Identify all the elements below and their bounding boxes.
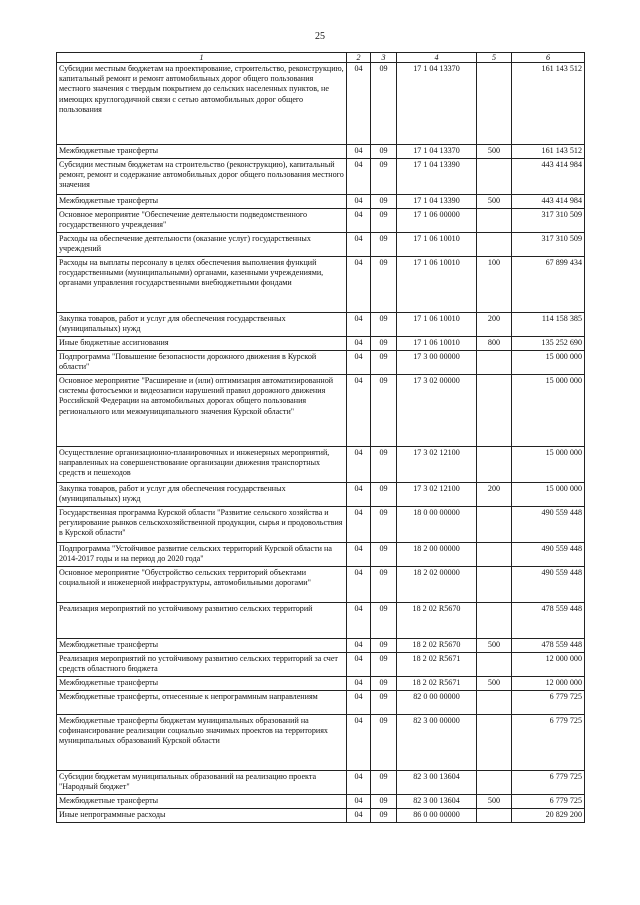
amount: 478 559 448 [512, 639, 585, 653]
amount: 12 000 000 [512, 677, 585, 691]
amount: 114 158 385 [512, 313, 585, 337]
section-code: 04 [347, 159, 371, 195]
section-code: 04 [347, 337, 371, 351]
amount: 20 829 200 [512, 809, 585, 823]
column-number: 6 [512, 53, 585, 63]
expense-name: Реализация мероприятий по устойчивому развитию сельских территорий за счет средств областного бюджета [57, 653, 347, 677]
section-code: 04 [347, 447, 371, 483]
expense-type-code [477, 351, 512, 375]
subsection-code: 09 [371, 209, 397, 233]
expense-name: Межбюджетные трансферты [57, 145, 347, 159]
subsection-code: 09 [371, 639, 397, 653]
expense-name: Субсидии бюджетам муниципальных образований на реализацию проекта "Народный бюджет" [57, 771, 347, 795]
expense-type-code [477, 233, 512, 257]
subsection-code: 09 [371, 337, 397, 351]
table-row [57, 159, 585, 195]
section-code: 04 [347, 257, 371, 313]
target-article-code: 17 3 02 00000 [397, 375, 477, 447]
amount: 6 779 725 [512, 771, 585, 795]
target-article-code: 17 1 04 13390 [397, 159, 477, 195]
page-number: 25 [315, 31, 325, 42]
amount: 6 779 725 [512, 715, 585, 771]
amount: 443 414 984 [512, 195, 585, 209]
target-article-code: 18 0 00 00000 [397, 507, 477, 543]
table-row [57, 313, 585, 337]
section-code: 04 [347, 483, 371, 507]
amount: 15 000 000 [512, 447, 585, 483]
target-article-code: 17 1 04 13370 [397, 145, 477, 159]
budget-table [56, 52, 585, 823]
subsection-code: 09 [371, 653, 397, 677]
expense-type-code [477, 603, 512, 639]
target-article-code: 17 1 04 13370 [397, 63, 477, 145]
subsection-code: 09 [371, 715, 397, 771]
expense-name: Основное мероприятие "Обеспечение деятельности подведомственного государственного учреждения" [57, 209, 347, 233]
table-row [57, 507, 585, 543]
subsection-code: 09 [371, 809, 397, 823]
amount: 12 000 000 [512, 653, 585, 677]
target-article-code: 17 3 00 00000 [397, 351, 477, 375]
subsection-code: 09 [371, 691, 397, 715]
subsection-code: 09 [371, 351, 397, 375]
section-code: 04 [347, 375, 371, 447]
subsection-code: 09 [371, 543, 397, 567]
amount: 15 000 000 [512, 483, 585, 507]
expense-name: Межбюджетные трансферты [57, 639, 347, 653]
expense-type-code [477, 543, 512, 567]
expense-type-code: 500 [477, 795, 512, 809]
target-article-code: 17 1 06 00000 [397, 209, 477, 233]
target-article-code: 18 2 02 R5670 [397, 639, 477, 653]
expense-type-code: 500 [477, 195, 512, 209]
section-code: 04 [347, 771, 371, 795]
table-row [57, 351, 585, 375]
amount: 490 559 448 [512, 543, 585, 567]
section-code: 04 [347, 795, 371, 809]
amount: 317 310 509 [512, 209, 585, 233]
expense-type-code: 100 [477, 257, 512, 313]
table-row [57, 195, 585, 209]
subsection-code: 09 [371, 313, 397, 337]
table-row [57, 677, 585, 691]
section-code: 04 [347, 145, 371, 159]
section-code: 04 [347, 313, 371, 337]
section-code: 04 [347, 507, 371, 543]
amount: 490 559 448 [512, 507, 585, 543]
target-article-code: 17 1 06 10010 [397, 313, 477, 337]
target-article-code: 18 2 02 00000 [397, 567, 477, 603]
amount: 161 143 512 [512, 63, 585, 145]
expense-name: Подпрограмма "Повышение безопасности дорожного движения в Курской области" [57, 351, 347, 375]
subsection-code: 09 [371, 603, 397, 639]
table-row [57, 715, 585, 771]
subsection-code: 09 [371, 195, 397, 209]
section-code: 04 [347, 209, 371, 233]
subsection-code: 09 [371, 507, 397, 543]
column-number: 2 [347, 53, 371, 63]
expense-type-code: 500 [477, 677, 512, 691]
table-row [57, 795, 585, 809]
section-code: 04 [347, 351, 371, 375]
section-code: 04 [347, 809, 371, 823]
column-number: 4 [397, 53, 477, 63]
subsection-code: 09 [371, 63, 397, 145]
expense-type-code [477, 567, 512, 603]
amount: 6 779 725 [512, 691, 585, 715]
table-row [57, 567, 585, 603]
expense-name: Основное мероприятие "Расширение и (или) оптимизация автоматизированной системы фотосъемки и видеозаписи нарушений правил дорожного движения Российской Федерации на автомобильных дорогах общего пользования регионального или межмуниципального значения Курской области" [57, 375, 347, 447]
expense-type-code [477, 209, 512, 233]
subsection-code: 09 [371, 375, 397, 447]
expense-name: Осуществление организационно-планировочных и инженерных мероприятий, направленных на совершенствование организации движения транспортных средств и пешеходов [57, 447, 347, 483]
target-article-code: 17 3 02 12100 [397, 483, 477, 507]
subsection-code: 09 [371, 447, 397, 483]
expense-name: Иные непрограммные расходы [57, 809, 347, 823]
expense-type-code [477, 653, 512, 677]
target-article-code: 17 1 04 13390 [397, 195, 477, 209]
expense-name: Расходы на выплаты персоналу в целях обеспечения выполнения функций государственными (муниципальными) органами, казенными учреждениями, органами управления государственными внебюджетными фондами [57, 257, 347, 313]
expense-name: Межбюджетные трансферты [57, 195, 347, 209]
table-row [57, 639, 585, 653]
section-code: 04 [347, 543, 371, 567]
table-row [57, 691, 585, 715]
target-article-code: 18 2 02 R5670 [397, 603, 477, 639]
target-article-code: 18 2 02 R5671 [397, 677, 477, 691]
expense-name: Иные бюджетные ассигнования [57, 337, 347, 351]
section-code: 04 [347, 677, 371, 691]
target-article-code: 17 1 06 10010 [397, 233, 477, 257]
amount: 490 559 448 [512, 567, 585, 603]
expense-type-code: 200 [477, 483, 512, 507]
expense-type-code [477, 447, 512, 483]
amount: 317 310 509 [512, 233, 585, 257]
table-row [57, 375, 585, 447]
expense-type-code [477, 63, 512, 145]
table-row [57, 483, 585, 507]
target-article-code: 82 3 00 00000 [397, 715, 477, 771]
table-row [57, 63, 585, 145]
expense-name: Государственная программа Курской области "Развитие сельского хозяйства и регулирование рынков сельскохозяйственной продукции, сырья и продовольствия в Курской области" [57, 507, 347, 543]
target-article-code: 18 2 00 00000 [397, 543, 477, 567]
subsection-code: 09 [371, 795, 397, 809]
table-row [57, 653, 585, 677]
target-article-code: 82 3 00 13604 [397, 771, 477, 795]
amount: 443 414 984 [512, 159, 585, 195]
table-row [57, 771, 585, 795]
amount: 67 899 434 [512, 257, 585, 313]
expense-name: Межбюджетные трансферты бюджетам муниципальных образований на софинансирование реализации социально значимых проектов на территориях муниципальных образований Курской области [57, 715, 347, 771]
table-row [57, 209, 585, 233]
table-row [57, 809, 585, 823]
subsection-code: 09 [371, 567, 397, 603]
column-number: 5 [477, 53, 512, 63]
amount: 161 143 512 [512, 145, 585, 159]
expense-name: Закупка товаров, работ и услуг для обеспечения государственных (муниципальных) нужд [57, 483, 347, 507]
expense-name: Межбюджетные трансферты [57, 677, 347, 691]
section-code: 04 [347, 691, 371, 715]
section-code: 04 [347, 233, 371, 257]
expense-name: Реализация мероприятий по устойчивому развитию сельских территорий [57, 603, 347, 639]
subsection-code: 09 [371, 257, 397, 313]
expense-type-code [477, 715, 512, 771]
expense-type-code [477, 507, 512, 543]
subsection-code: 09 [371, 233, 397, 257]
amount: 6 779 725 [512, 795, 585, 809]
table-row [57, 145, 585, 159]
expense-name: Межбюджетные трансферты [57, 795, 347, 809]
expense-name: Субсидии местным бюджетам на строительство (реконструкцию), капитальный ремонт, ремонт и содержание автомобильных дорог общего пользования местного значения [57, 159, 347, 195]
amount: 478 559 448 [512, 603, 585, 639]
target-article-code: 17 3 02 12100 [397, 447, 477, 483]
table-row [57, 337, 585, 351]
target-article-code: 82 0 00 00000 [397, 691, 477, 715]
target-article-code: 17 1 06 10010 [397, 337, 477, 351]
section-code: 04 [347, 715, 371, 771]
subsection-code: 09 [371, 159, 397, 195]
section-code: 04 [347, 63, 371, 145]
expense-name: Расходы на обеспечение деятельности (оказание услуг) государственных учреждений [57, 233, 347, 257]
target-article-code: 82 3 00 13604 [397, 795, 477, 809]
expense-type-code: 200 [477, 313, 512, 337]
expense-type-code [477, 159, 512, 195]
amount: 135 252 690 [512, 337, 585, 351]
table-row [57, 603, 585, 639]
subsection-code: 09 [371, 677, 397, 691]
expense-type-code [477, 691, 512, 715]
amount: 15 000 000 [512, 351, 585, 375]
expense-name: Основное мероприятие "Обустройство сельских территорий объектами социальной и инженерной инфраструктуры, автомобильными дорогами" [57, 567, 347, 603]
column-number-row [57, 53, 585, 63]
expense-name: Субсидии местным бюджетам на проектирование, строительство, реконструкцию, капитальный ремонт и ремонт автомобильных дорог общего пользования местного значения с твердым покрытием до сельских населенных пунктов, не имеющих круглогодичной связи с сетью автомобильных дорог общего пользования [57, 63, 347, 145]
target-article-code: 86 0 00 00000 [397, 809, 477, 823]
expense-type-code: 800 [477, 337, 512, 351]
expense-name: Подпрограмма "Устойчивое развитие сельских территорий Курской области на 2014-2017 годы и на период до 2020 года" [57, 543, 347, 567]
expense-name: Межбюджетные трансферты, отнесенные к непрограммным направлениям [57, 691, 347, 715]
expense-type-code: 500 [477, 145, 512, 159]
column-number: 1 [57, 53, 347, 63]
section-code: 04 [347, 567, 371, 603]
table-row [57, 543, 585, 567]
section-code: 04 [347, 195, 371, 209]
expense-type-code [477, 809, 512, 823]
expense-type-code: 500 [477, 639, 512, 653]
section-code: 04 [347, 639, 371, 653]
expense-type-code [477, 771, 512, 795]
table-row [57, 447, 585, 483]
subsection-code: 09 [371, 483, 397, 507]
target-article-code: 17 1 06 10010 [397, 257, 477, 313]
expense-name: Закупка товаров, работ и услуг для обеспечения государственных (муниципальных) нужд [57, 313, 347, 337]
table-row [57, 257, 585, 313]
amount: 15 000 000 [512, 375, 585, 447]
expense-type-code [477, 375, 512, 447]
section-code: 04 [347, 653, 371, 677]
target-article-code: 18 2 02 R5671 [397, 653, 477, 677]
subsection-code: 09 [371, 771, 397, 795]
section-code: 04 [347, 603, 371, 639]
column-number: 3 [371, 53, 397, 63]
subsection-code: 09 [371, 145, 397, 159]
table-row [57, 233, 585, 257]
